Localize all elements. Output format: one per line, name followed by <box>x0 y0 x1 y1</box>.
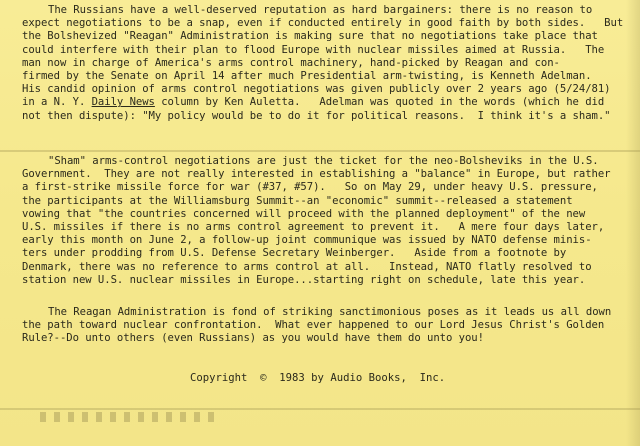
text-line: a first-strike missile force for war (#37, #57). So on May 29, under heavy U.S. pressure, <box>22 181 598 194</box>
text-segment: in a N. Y. <box>22 96 92 109</box>
text-line: U.S. missiles if there is no arms control agreement to prevent it. A mere four days later, <box>22 221 605 234</box>
text-line: early this month on June 2, a follow-up joint communique was issued by NATO defense minis- <box>22 234 592 247</box>
underlined-publication-name: Daily News <box>91 96 155 109</box>
text-line: His candid opinion of arms control negotiations was given publicly over 2 years ago (5/24/81) <box>22 83 611 96</box>
text-line: The Russians have a well-deserved reputation as hard bargainers: there is no reason to <box>48 4 593 16</box>
text-line: not then dispute): "My policy would be to do it for political reasons. I think it's a sham." <box>22 109 611 122</box>
text-line: The Reagan Administration is fond of striking sanctimonious poses as it leads us all down <box>48 306 612 318</box>
text-line: man now in charge of America's arms control machinery, hand-picked by Reagan and con- <box>22 56 560 69</box>
text-line: ters under prodding from U.S. Defense Secretary Weinberger. Aside from a footnote by <box>22 247 567 260</box>
text-line: Government. They are not really interested in establishing a "balance" in Europe, but rather <box>22 168 611 181</box>
text-line: "Sham" arms-control negotiations are just the ticket for the neo-Bolsheviks in the U.S. <box>48 155 599 167</box>
faded-print-smudge <box>40 412 220 422</box>
text-line: station new U.S. nuclear missiles in Europe...starting right on schedule, late this year. <box>22 273 586 286</box>
paragraph-1 <box>0 4 640 123</box>
text-line: firmed by the Senate on April 14 after much Presidential arm-twisting, is Kenneth Adelman. <box>22 70 592 83</box>
text-line: vowing that "the countries concerned will proceed with the planned deployment" of the new <box>22 207 586 220</box>
text-line: Denmark, there was no reference to arms control at all. Instead, NATO flatly resolved to <box>22 260 592 273</box>
text-line: expect negotiations to be a snap, even if conducted entirely in good faith by both sides. But <box>22 17 624 30</box>
fold-crease <box>0 408 640 410</box>
paragraph-3 <box>0 306 640 346</box>
text-line-with-underline <box>0 96 640 109</box>
text-line: the participants at the Williamsburg Summit--an "economic" summit--released a statement <box>22 194 573 207</box>
text-line: Rule?--Do unto others (even Russians) as you would have them do unto you! <box>22 332 484 345</box>
text-segment: column by Ken Auletta. Adelman was quoted in the words (which he did <box>154 96 605 109</box>
copyright-text: Copyright © 1983 by Audio Books, Inc. <box>190 372 446 384</box>
paragraph-2 <box>0 155 640 287</box>
text-line: the Bolshevized "Reagan" Administration is making sure that no negotiations take place that <box>22 30 598 43</box>
fold-crease <box>0 150 640 152</box>
text-line: the path toward nuclear confrontation. What ever happened to our Lord Jesus Christ's Golden <box>22 319 605 332</box>
copyright-line <box>0 372 640 384</box>
text-line: could interfere with their plan to flood Europe with nuclear missiles aimed at Russia. The <box>22 43 605 56</box>
